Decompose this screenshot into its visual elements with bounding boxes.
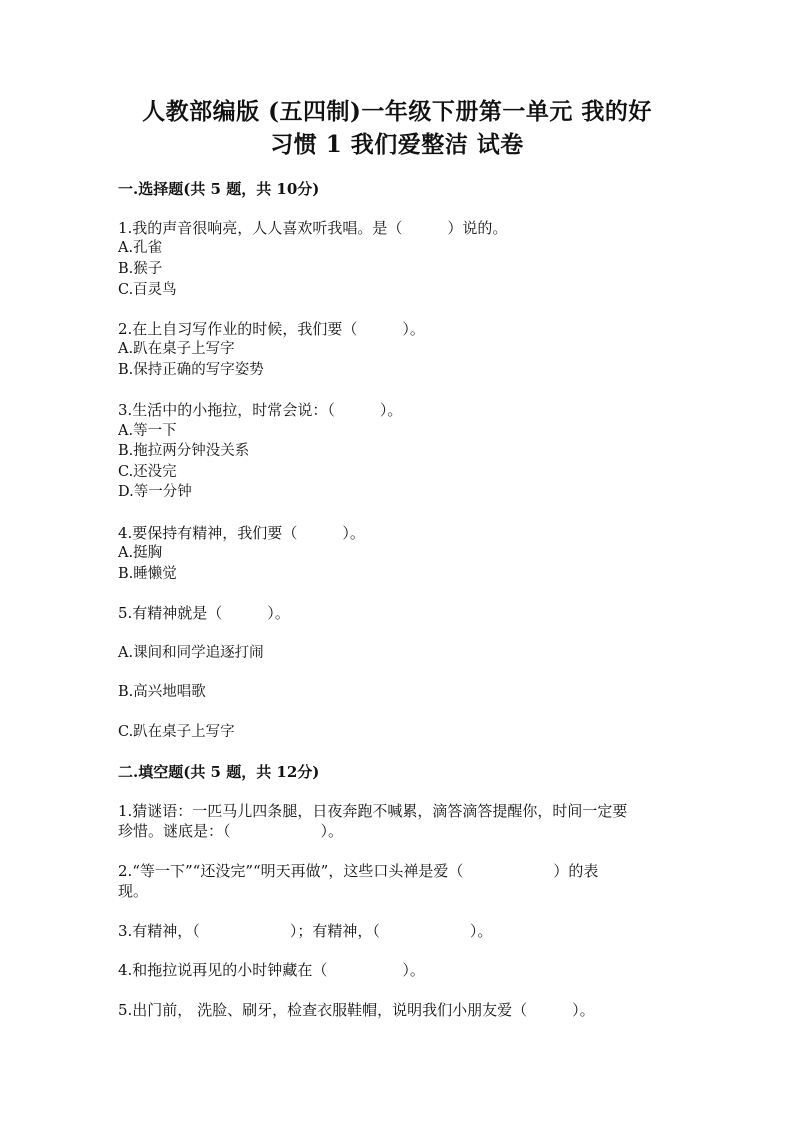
fill-3: 3.有精神，（ ）；有精神，（ ）。 — [118, 922, 493, 940]
q1-option-c: C.百灵鸟 — [118, 282, 177, 298]
question-5: 5.有精神就是（ ）。 — [118, 604, 290, 622]
fill-4: 4.和拖拉说再见的小时钟藏在（ ）。 — [118, 961, 425, 979]
title-line-2: 习惯 1 我们爱整洁 试卷 — [270, 131, 524, 158]
q3-option-b: B.拖拉两分钟没关系 — [118, 443, 250, 459]
q1-option-b: B.猴子 — [118, 261, 163, 277]
q2-option-b: B.保持正确的写字姿势 — [118, 362, 264, 378]
fill-1-line-1: 1.猜谜语：一匹马儿四条腿，日夜奔跑不喊累，滴答滴答提醒你，时间一定要 — [118, 802, 628, 820]
q5-option-c: C.趴在桌子上写字 — [118, 724, 235, 740]
fill-2-line-2: 现。 — [118, 882, 149, 900]
question-1: 1.我的声音很响亮，人人喜欢听我唱。是（ ）说的。 — [118, 219, 508, 237]
q2-option-a: A.趴在桌子上写字 — [118, 341, 235, 357]
q5-option-b: B.高兴地唱歌 — [118, 684, 206, 700]
q4-option-a: A.挺胸 — [118, 545, 163, 561]
q4-option-b: B.睡懒觉 — [118, 566, 177, 582]
question-2: 2.在上自习写作业的时候，我们要（ ）。 — [118, 320, 425, 338]
q5-option-a: A.课间和同学追逐打闹 — [118, 645, 264, 661]
title-line-1: 人教部编版 (五四制)一年级下册第一单元 我的好 — [142, 98, 652, 125]
q3-option-d: D.等一分钟 — [118, 484, 192, 500]
fill-5: 5.出门前， 洗脸、刷牙，检查衣服鞋帽，说明我们小朋友爱（ ）。 — [118, 1001, 595, 1019]
fill-2-line-1: 2.“等一下”“还没完”“明天再做”，这些口头禅是爱（ ）的表 — [118, 862, 599, 880]
question-4: 4.要保持有精神，我们要（ ）。 — [118, 524, 365, 542]
q1-option-a: A.孔雀 — [118, 240, 163, 256]
page-title — [120, 95, 674, 161]
question-3: 3.生活中的小拖拉，时常会说：（ ）。 — [118, 401, 403, 419]
section-heading-choice: 一.选择题(共 5 题，共 10分) — [118, 180, 320, 198]
fill-1-line-2: 珍惜。谜底是：（ ）。 — [118, 822, 344, 840]
section-heading-fill: 二.填空题(共 5 题，共 12分) — [118, 763, 320, 781]
q3-option-c: C.还没完 — [118, 464, 177, 480]
q3-option-a: A.等一下 — [118, 423, 177, 439]
